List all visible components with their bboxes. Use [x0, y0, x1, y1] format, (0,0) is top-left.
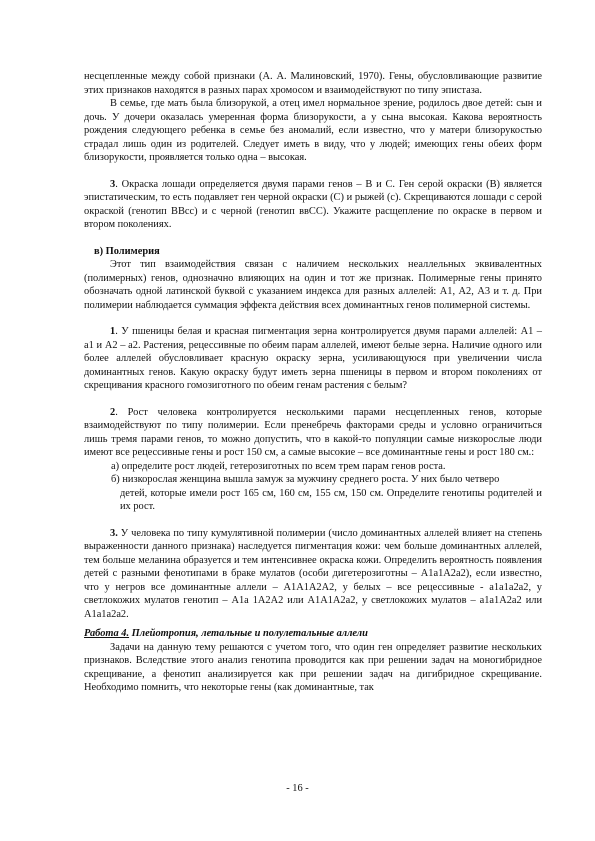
paragraph-height-task — [84, 406, 542, 460]
subtask-list — [111, 460, 542, 514]
task-text: . Рост человека контролируется несколькими парами несцепленных генов, которые взаимодействуют по типу полимерии. Если пренебречь факторами среды и условно ограничиться лишь тремя парами генов, то можно допустить, что в какой-то популяции самые низкорослые люди имеют все рецессивные гены и рост 150 см, а самые высокие – все доминантные гены и рост 180 см.: — [84, 406, 542, 458]
subtask-a: а) определите рост людей, гетерозиготных по всем трем парам генов роста. — [111, 460, 446, 472]
paragraph-wheat-task — [84, 325, 542, 393]
document-page — [84, 70, 542, 695]
subtask-b-first-line: б) низкорослая женщина вышла замуж за мужчину среднего роста. У них было четверо — [111, 474, 500, 485]
task-number: 1 — [110, 326, 116, 337]
task-text: У человека по типу кумулятивной полимерии (число доминантных аллелей влияет на степень выраженности данного признака) наследуется пигментация кожи: чем больше доминантных аллелей, тем больше меланина образуется и тем интенсивнее окраска кожи. Определить вероятность появления детей с разными фенотипами в браке мулатов (особи дигетерозиготны – А1а1А2а2), если известно, что у негров все доминантные аллели – А1А1А2А2, у белых – все рецессивные - а1а1а2а2, у светлокожих мулатов генотип – А1а 1А2А2 или А1А1А2а2, у светлокожих мулатов – а1а1А2а2 или А1а1а2а2. — [84, 527, 542, 620]
paragraph-polymery-intro: Этот тип взаимодействия связан с наличием нескольких неаллельных эквивалентных (полимерных) генов, однозначно влияющих на один и тот же признак. Полимерные гены принято обозначать одной латинской буквой с указанием индекса для разных аллелей: А1, А2, А3 и т. д. При полимерии наблюдается суммация эффекта действия всех доминантных генов полимерной системы. — [84, 259, 542, 311]
task-number: 2 — [110, 406, 116, 418]
paragraph-skin-task — [84, 527, 542, 622]
section-heading-polymery: в) Полимерия — [94, 245, 160, 257]
paragraph-myopia-task: В семье, где мать была близорукой, а отец имел нормальное зрение, родилось двое детей: сын и дочь. У дочери оказалась умеренная форма близорукости, а у сына высокая. Какова вероятность рождения следующего ребенка в семье без аномалий, если известно, что у матери близорукостью страдал лишь один из родителей. Следует иметь в виду, что у людей; имеющих гены обеих форм близорукости, проявляется только одна – высокая. — [84, 98, 542, 163]
paragraph-epistasis-intro: несцепленные между собой признаки (А. А. Малиновский, 1970). Гены, обусловливающие развитие этих признаков находятся в разных парах хромосом и взаимодействуют по типу эпистаза. — [84, 71, 542, 96]
task-number: 3 — [110, 178, 116, 190]
page-number: - 16 - — [286, 783, 309, 794]
paragraph-pleiotropy-intro: Задачи на данную тему решаются с учетом того, что один ген определяет развитие нескольких признаков. Вследствие этого анализ генотипа проводится как при решении задач на моногибридное скрещивание, а фенотип анализируется как при решении задач на дигибридное скрещивание. Необходимо помнить, что некоторые гены (как доминантные, так — [84, 641, 542, 693]
work-heading — [84, 627, 542, 641]
paragraph-horse-task — [84, 178, 542, 232]
work-label: Работа 4. — [84, 628, 130, 639]
task-text: . У пшеницы белая и красная пигментация зерна контролируется двумя парами аллелей: А1 – а1 и А2 – а2. Растения, рецессивные по обеим парам аллелей, имеют белые зерна. Наличие одного или более аллелей обусловливает красную окраску зерна, усиливающуюся при увеличении числа доминантных генов. Какую окраску будут иметь зерна пшеницы в первом и втором поколениях от скрещивания красного гомозиготного по обеим генам растения с белым? — [84, 326, 542, 391]
task-number: 3. — [110, 527, 118, 539]
task-text: . Окраска лошади определяется двумя парами генов – В и С. Ген серой окраски (В) является эпистатическим, то есть подавляет ген черной окраски (С) и рыжей (с). Скрещиваются лошади с серой окраской (генотип ВВсс) и с черной (генотип ввСС). Укажите расщепление по окраске в первом и втором поколениях. — [84, 178, 542, 230]
work-title: Плейотропия, летальные и полулетальные аллели — [129, 628, 368, 639]
subtask-b-rest: детей, которые имели рост 165 см, 160 см, 155 см, 150 см. Определите генотипы родителей и их рост. — [120, 487, 542, 512]
